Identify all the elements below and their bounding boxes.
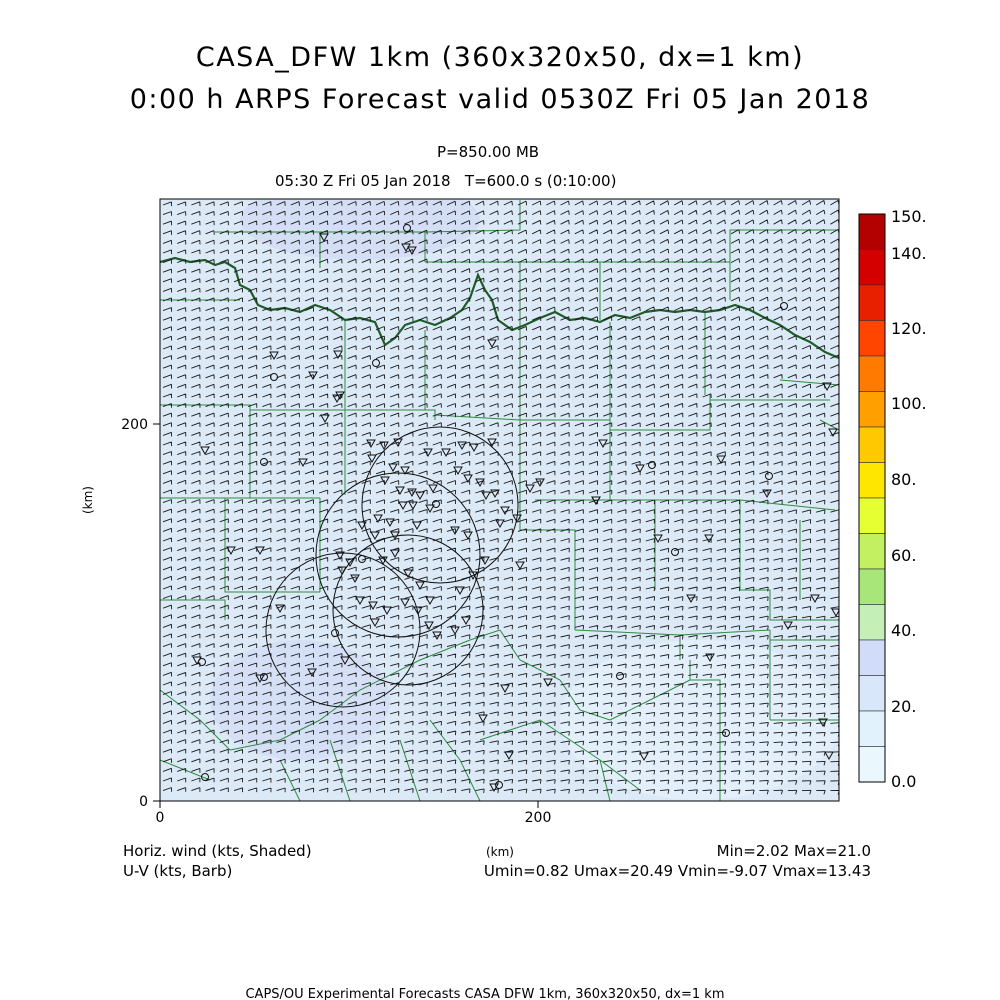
color-scale-label: 20. [891,697,917,716]
footer-credit: CAPS/OU Experimental Forecasts CASA DFW 1km, 360x320x50, dx=1 km [245,987,725,1000]
color-scale-swatch [859,427,885,463]
color-scale-swatch [859,747,885,783]
legend-min-max: Min=2.02 Max=21.0 [716,842,871,860]
color-scale-labels [891,207,927,791]
color-scale-label: 40. [891,621,917,640]
valid-time: 05:30 Z Fri 05 Jan 2018 T=600.0 s (0:10:00) [275,172,617,190]
stronger-wind-patch-upper [240,180,480,260]
forecast-title: 0:00 h ARPS Forecast valid 0530Z Fri 05 Jan 2018 [129,84,871,115]
x-tick-0: 0 [155,810,165,826]
color-scale-swatch [859,498,885,534]
color-scale-label: 120. [891,319,927,338]
color-scale-swatch [859,605,885,641]
color-scale-swatch [859,569,885,605]
color-scale-swatch [859,463,885,499]
y-tick-200: 200 [121,417,148,433]
color-scale-label: 60. [891,546,917,565]
color-scale-swatch [859,534,885,570]
y-axis-label: (km) [81,485,95,515]
color-scale-swatch [859,676,885,712]
main-title: CASA_DFW 1km (360x320x50, dx=1 km) [195,42,805,73]
color-scale-label: 100. [891,394,927,413]
color-scale-swatch [859,711,885,747]
x-axis-label: (km) [485,845,515,859]
legend-shaded-variable: Horiz. wind (kts, Shaded) [123,842,312,860]
legend-barb-variable: U-V (kts, Barb) [123,862,233,880]
color-scale-label: 80. [891,470,917,489]
legend-uv-range: Umin=0.82 Umax=20.49 Vmin=-9.07 Vmax=13.43 [483,862,871,880]
color-scale-label: 0.0 [891,772,917,791]
y-tick-0: 0 [139,794,148,810]
color-scale-label: 140. [891,244,927,263]
map-panel [160,180,840,801]
pressure-level: P=850.00 MB [437,143,540,161]
color-scale-swatch [859,392,885,428]
x-tick-200: 200 [524,810,552,826]
color-scale-bar [859,214,885,782]
color-scale-swatch [859,321,885,357]
color-scale-swatch [859,640,885,676]
color-scale-label: 150. [891,207,927,226]
color-scale-swatch [859,356,885,392]
color-scale-swatch [859,214,885,250]
color-scale-swatch [859,250,885,286]
color-scale-swatch [859,285,885,321]
